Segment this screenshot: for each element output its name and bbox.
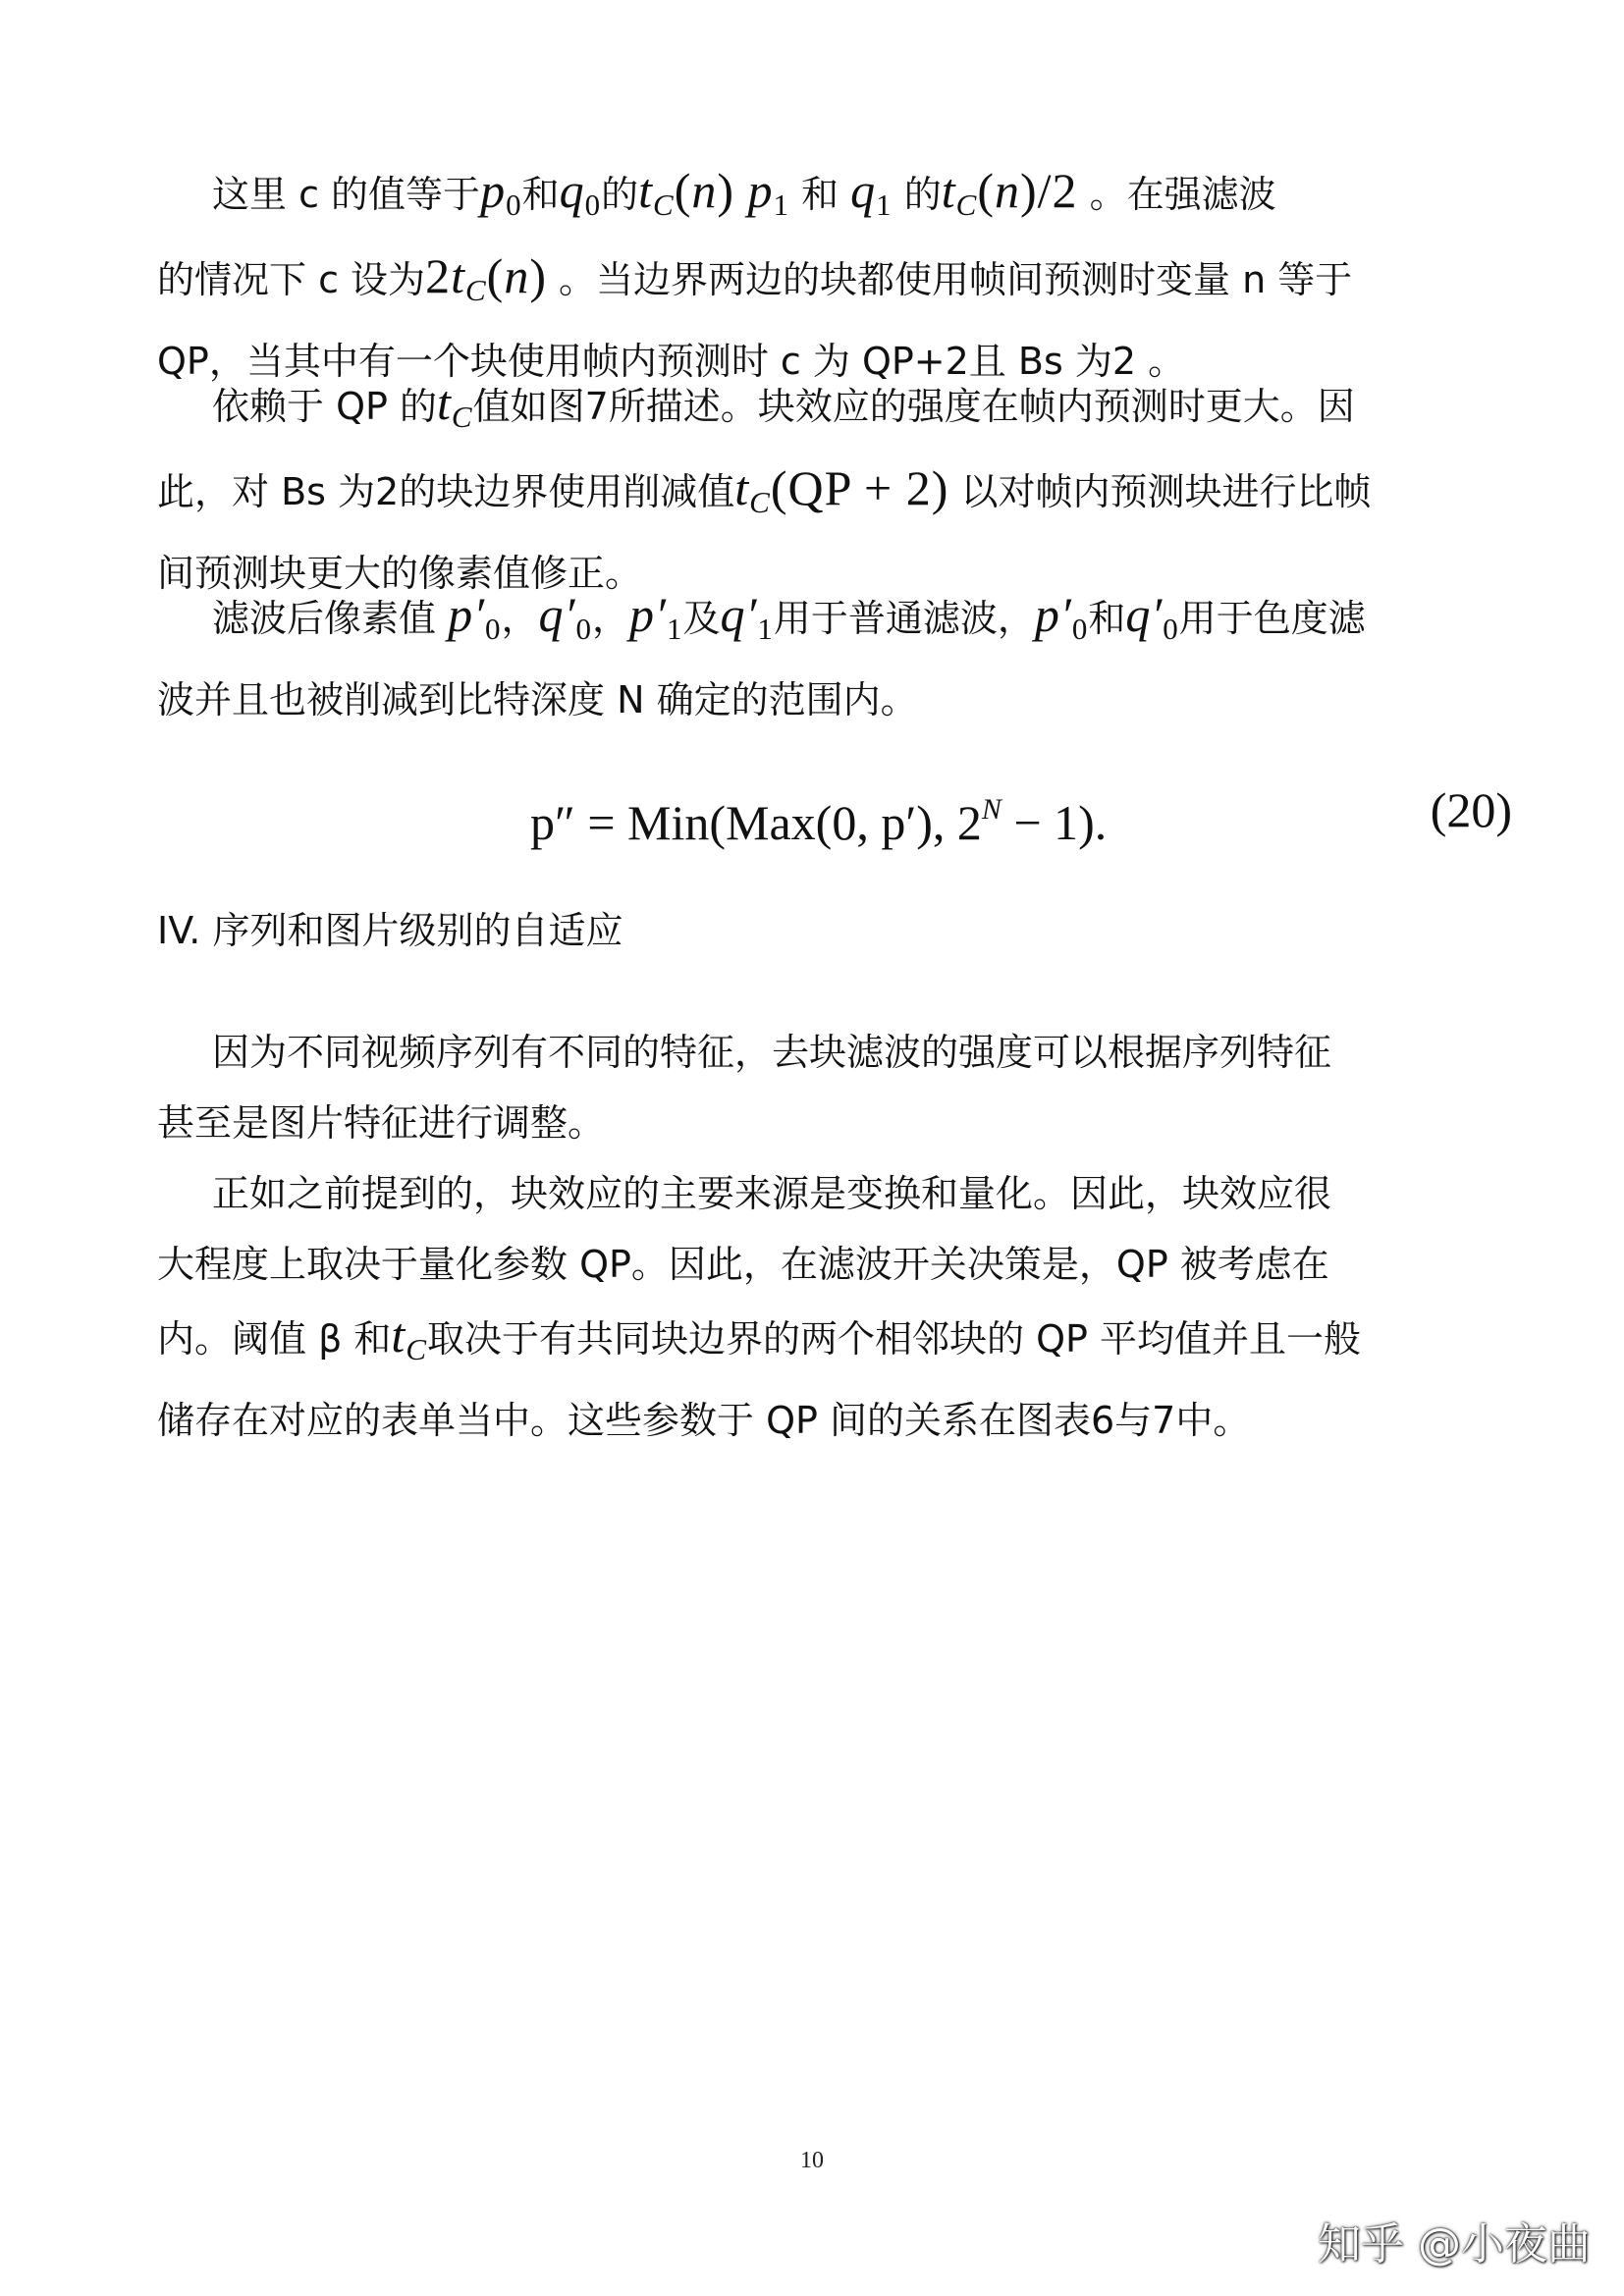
math-p0-prime: $p'_0$: [448, 587, 502, 646]
text-run: 。当边界两边的块都使用帧间预测时变量 n 等于: [546, 257, 1353, 301]
watermark: 知乎 @小夜曲: [1318, 2219, 1591, 2269]
paragraph-1-line-2: [157, 240, 1492, 326]
text-run: 值如图7所描述。块效应的强度在帧内预测时更大。因: [472, 385, 1355, 428]
paragraph-1: [157, 155, 1492, 397]
paragraph-4-line-2: 甚至是图片特征进行调整。: [157, 1101, 606, 1145]
math-2tc-n: $2t_C(n)$: [425, 247, 547, 307]
text-run: 和: [789, 173, 851, 216]
paragraph-3-line-1: [157, 579, 1492, 665]
math-q1-prime: $q'_1$: [720, 587, 774, 646]
paragraph-5-line-4: 储存在对应的表单当中。这些参数于 QP 间的关系在图表6与7中。: [157, 1398, 1251, 1442]
equation-number: (20): [1430, 782, 1512, 837]
paragraph-1-line-3: QP，当其中有一个块使用帧内预测时 c 为 QP+2且 Bs 为2 。: [157, 339, 1186, 383]
text-run: ，: [591, 597, 629, 640]
equation-20: [530, 775, 1512, 857]
math-tc: $t_C$: [436, 375, 473, 434]
paragraph-4: [157, 1017, 1492, 1158]
text-run: 。在强滤波: [1077, 173, 1276, 216]
paragraph-5-line-3: [157, 1300, 1492, 1385]
text-run: 此，对 Bs 为2的块边界使用削减值: [157, 469, 735, 513]
paragraph-2-line-2: [157, 453, 1492, 538]
math-tc-qp-plus-2: $t_C(QP + 2)$: [734, 459, 949, 519]
math-q1: $q_1$: [850, 163, 893, 222]
paragraph-2: [157, 367, 1492, 609]
text-run: 这里 c 的值等于: [212, 173, 481, 216]
paragraph-3-line-2: 波并且也被削减到比特深度 N 确定的范围内。: [157, 677, 918, 721]
text-run: 用于色度滤: [1178, 597, 1366, 640]
paragraph-5-line-1: 正如之前提到的，块效应的主要来源是变换和量化。因此，块效应很: [212, 1172, 1332, 1215]
text-run: 滤波后像素值: [212, 597, 449, 640]
text-run: 的: [892, 173, 942, 216]
math-tc-threshold: $t_C$: [391, 1308, 428, 1366]
page-number: 10: [800, 2148, 824, 2173]
text-run: ，: [501, 597, 539, 640]
math-p0: $p_0$: [480, 163, 522, 222]
math-tc-n-half: $t_C(n)/2$: [941, 163, 1078, 222]
equation-main: p″ = Min(Max(0, p′), 2: [530, 795, 982, 850]
text-run: 的情况下 c 设为: [157, 257, 426, 301]
math-tc-n: $t_C(n)$ $p_1$: [638, 163, 789, 222]
math-q0-prime-chroma: $q'_0$: [1125, 587, 1179, 646]
text-run: 依赖于 QP 的: [212, 385, 437, 428]
equation-body: [530, 795, 1107, 850]
equation-tail: − 1).: [1001, 795, 1108, 850]
paragraph-5: [157, 1158, 1492, 1456]
text-run: 内。阈值 β 和: [157, 1317, 392, 1361]
paragraph-5-line-2: 大程度上取决于量化参数 QP。因此，在滤波开关决策是，QP 被考虑在: [157, 1243, 1329, 1286]
paragraph-1-line-1: [157, 155, 1492, 240]
math-q0-prime: $q'_0$: [538, 587, 592, 646]
text-run: 以对帧内预测块进行比帧: [948, 469, 1372, 513]
math-q0: $q_0$: [559, 163, 602, 222]
text-run: 的: [601, 173, 639, 216]
text-run: 用于普通滤波，: [773, 597, 1035, 640]
math-p1-prime: $p'_1$: [629, 587, 683, 646]
paragraph-2-line-1: [157, 367, 1492, 453]
paragraph-3: [157, 579, 1492, 735]
section-heading: IV. 序列和图片级别的自适应: [157, 909, 623, 952]
text-run: 取决于有共同块边界的两个相邻块的 QP 平均值并且一般: [427, 1317, 1362, 1361]
math-p0-prime-chroma: $p'_0$: [1034, 587, 1089, 646]
text-run: 和: [1088, 597, 1126, 640]
text-run: 和: [521, 173, 560, 216]
text-run: 及: [682, 597, 721, 640]
paragraph-2-line-3: 间预测块更大的像素值修正。: [157, 551, 643, 595]
equation-exponent: N: [981, 793, 1001, 826]
paragraph-4-line-1: 因为不同视频序列有不同的特征，去块滤波的强度可以根据序列特征: [212, 1031, 1332, 1074]
